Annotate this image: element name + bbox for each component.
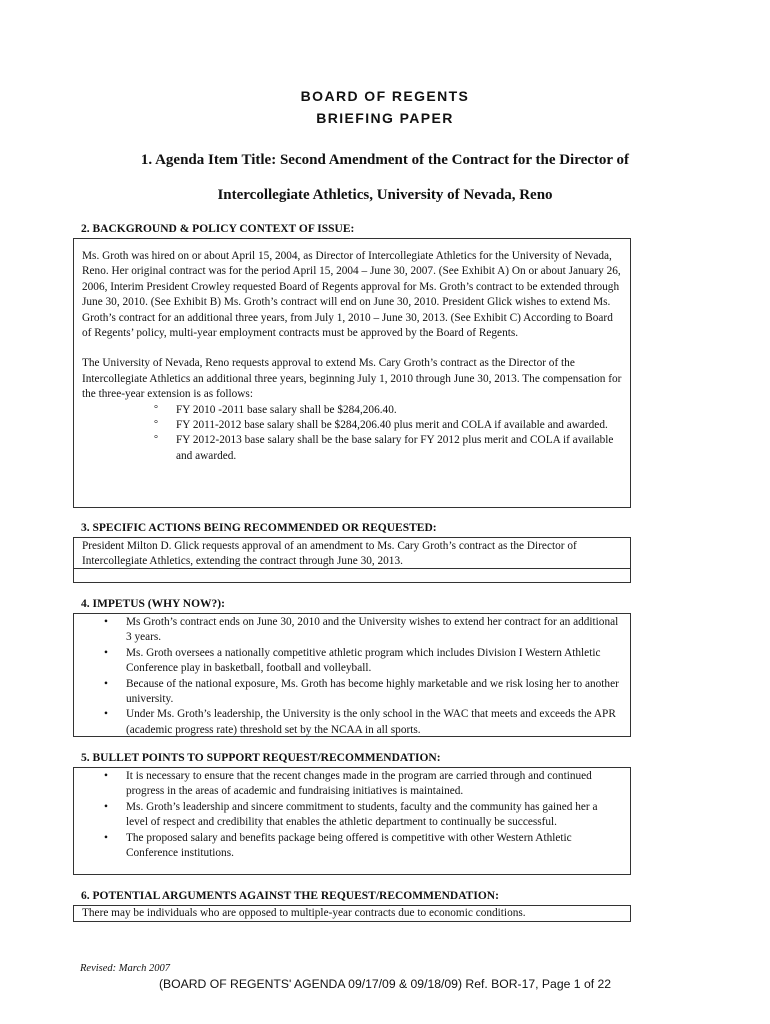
bullet-icon: • bbox=[104, 616, 108, 628]
bullet-icon: • bbox=[104, 800, 108, 813]
support-list bbox=[74, 769, 622, 861]
request-paragraph: The University of Nevada, Reno requests approval to extend Ms. Cary Groth’s contract as the Director of the Intercollegiate Athletics an additional three years, beginning July 1, 2010 through June 30, 2013. The compensation for the three-year extension is as follows: bbox=[82, 357, 622, 401]
list-item: • Under Ms. Groth’s leadership, the University is the only school in the WAC that meets and exceeds the APR (academic progress rate) threshold set by the NCAA in all sports. bbox=[104, 708, 616, 736]
list-item: • Ms Groth’s contract ends on June 30, 2010 and the University wishes to extend her contract for an additional 3 years. bbox=[104, 616, 619, 644]
recommendation-text: President Milton D. Glick requests approval of an amendment to Ms. Cary Groth’s contract as the Director of Intercollegiate Athletics, extending the contract through June 30, 2013. bbox=[82, 540, 577, 568]
document-title: BOARD OF REGENTS bbox=[300, 88, 470, 104]
list-item: • Ms. Groth oversees a nationally competitive athletic program which includes Division I Western Athletic Conference play in basketball, football and volleyball. bbox=[104, 646, 601, 675]
revision-note: Revised: March 2007 bbox=[80, 963, 170, 974]
agenda-item-title-continued: Intercollegiate Athletics, University of Nevada, Reno bbox=[217, 187, 553, 203]
arguments-text: There may be individuals who are opposed to multiple-year contracts due to economic conditions. bbox=[82, 907, 526, 919]
background-paragraph: Ms. Groth was hired on or about April 15, 2004, as Director of Intercollegiate Athletics for the University of Nevada, Reno. Her original contract was for the period April 15, 2004 – June 30, 2007. (See Exhibit A) On or about January 26, 2006, Interim President Crowley requested Board of Regents approval for Ms. Groth’s contract to be extended through June 30, 2010. (See Exhibit B) Ms. Groth’s contract will end on June 30, 2010. President Glick wishes to extend Ms. Groth’s contract for an additional three years, from July 1, 2010 – June 30, 2013. (See Exhibit C) According to Board of Regents’ policy, multi-year employment contracts must be approved by the Board of Regents. bbox=[82, 250, 621, 340]
bullet-icon: • bbox=[104, 831, 108, 844]
bullet-icon: • bbox=[104, 770, 108, 782]
list-item: ° FY 2011-2012 base salary shall be $284,206.40 plus merit and COLA if available and awarded. bbox=[154, 419, 608, 432]
bullet-icon: • bbox=[104, 708, 108, 721]
list-item: ° FY 2012-2013 base salary shall be the base salary for FY 2012 plus merit and COLA if available and awarded. bbox=[154, 434, 614, 462]
page-reference: (BOARD OF REGENTS' AGENDA 09/17/09 & 09/18/09) Ref. BOR-17, Page 1 of 22 bbox=[158, 977, 612, 991]
section-5-box bbox=[73, 767, 631, 875]
section-4-title: 4. IMPETUS (WHY NOW?): bbox=[81, 598, 225, 610]
agenda-item-title: 1. Agenda Item Title: Second Amendment of the Contract for the Director of bbox=[140, 152, 630, 168]
degree-bullet-icon: ° bbox=[154, 434, 158, 446]
bullet-icon: • bbox=[104, 677, 108, 690]
document-subtitle: BRIEFING PAPER bbox=[316, 110, 454, 126]
section-2-box bbox=[73, 238, 631, 508]
section-5-title: 5. BULLET POINTS TO SUPPORT REQUEST/RECOMMENDATION: bbox=[81, 752, 441, 764]
list-item: • Ms. Groth’s leadership and sincere commitment to students, faculty and the community has gained her a level of respect and credibility that enables the athletic department to continually be successful. bbox=[104, 800, 598, 829]
section-2-title: 2. BACKGROUND & POLICY CONTEXT OF ISSUE: bbox=[81, 223, 355, 235]
section-6-title: 6. POTENTIAL ARGUMENTS AGAINST THE REQUEST/RECOMMENDATION: bbox=[81, 890, 499, 902]
section-3-title: 3. SPECIFIC ACTIONS BEING RECOMMENDED OR REQUESTED: bbox=[81, 522, 437, 534]
section-3-box bbox=[73, 537, 631, 569]
bullet-icon: • bbox=[104, 646, 108, 659]
list-item: • Because of the national exposure, Ms. Groth has become highly marketable and we risk losing her to another university. bbox=[104, 677, 619, 706]
section-4-box bbox=[73, 613, 631, 737]
list-item: ° FY 2010 -2011 base salary shall be $284,206.40. bbox=[154, 403, 397, 416]
list-item: • The proposed salary and benefits package being offered is competitive with other Western Athletic Conference institutions. bbox=[104, 831, 572, 860]
salary-list bbox=[82, 403, 622, 465]
section-6-box bbox=[73, 905, 631, 922]
degree-bullet-icon: ° bbox=[154, 403, 158, 415]
list-item: • It is necessary to ensure that the recent changes made in the program are carried through and continued progress in the areas of academic and fundraising initiatives is maintained. bbox=[104, 770, 592, 798]
section-3-empty-row bbox=[73, 568, 631, 583]
degree-bullet-icon: ° bbox=[154, 419, 158, 431]
impetus-list bbox=[74, 615, 622, 738]
